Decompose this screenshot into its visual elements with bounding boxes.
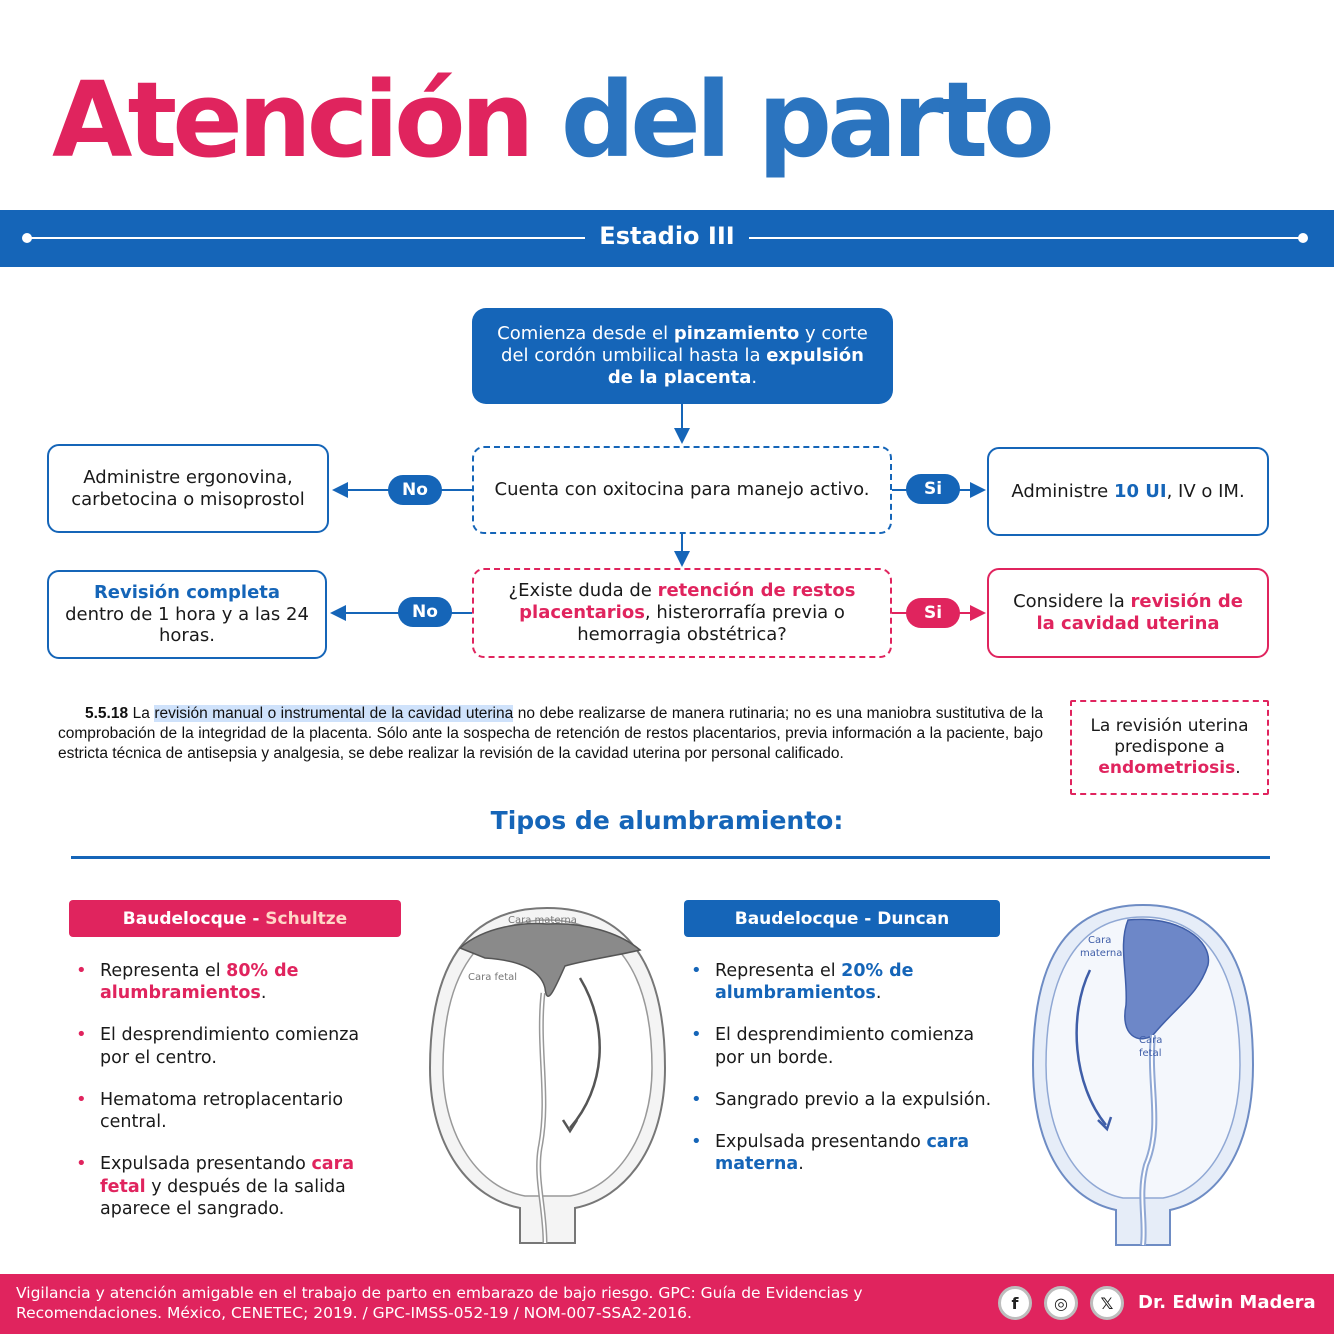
ergonovine-text: Administre ergonovina, carbetocina o misoprostol: [71, 466, 305, 510]
uterine-bold: revisión de la cavidad uterina: [1036, 591, 1243, 634]
duncan-maternal-label-2: materna: [1080, 948, 1123, 959]
gpc-citation: [58, 704, 1043, 764]
dose-bold: 10 UI: [1113, 480, 1167, 502]
author-name: Dr. Edwin Madera: [1138, 1292, 1316, 1313]
duncan-item: • El desprendimiento comienza por un borde.: [687, 1024, 1007, 1068]
start-bold-1: pinzamiento: [673, 323, 800, 345]
retention-question-box: [472, 568, 892, 658]
uterine-review-box: [987, 568, 1269, 658]
schultze-head-1: Baudelocque -: [122, 908, 260, 929]
title-part-2: del parto: [560, 59, 1050, 181]
instagram-icon[interactable]: ◎: [1044, 1286, 1078, 1320]
schultze-item: • Hematoma retroplacentario central.: [72, 1089, 392, 1133]
schultze-head-2: Schultze: [265, 908, 348, 929]
title-part-1: Atención: [52, 59, 530, 181]
uterine-text: Considere la: [1013, 591, 1131, 613]
start-text-3: .: [751, 366, 758, 388]
review-bold: Revisión completa: [93, 581, 281, 603]
duncan-uterus-illustration: [1028, 895, 1258, 1250]
start-text-2: y corte del cordón umbilical hasta la: [501, 323, 868, 367]
schultze-item: • El desprendimiento comienza por el centro.: [72, 1024, 392, 1068]
duncan-head: Baudelocque - Duncan: [734, 908, 950, 929]
start-text-1: Comienza desde el: [497, 323, 674, 345]
start-bold-2: expulsión de la placenta: [607, 345, 864, 388]
duncan-fetal-label-2: fetal: [1139, 1048, 1162, 1059]
q1-yes-pill: Si: [906, 474, 960, 504]
duncan-header: [684, 900, 1000, 937]
x-icon[interactable]: 𝕏: [1090, 1286, 1124, 1320]
endometriosis-note: [1070, 700, 1269, 795]
ergonovine-box: [47, 444, 329, 533]
footer: [0, 1274, 1334, 1334]
duncan-list: [687, 960, 1007, 1196]
retention-bold: retención de restos placentarios: [519, 580, 856, 624]
schultze-maternal-label: Cara materna: [508, 915, 577, 926]
gpc-text-1: La: [128, 705, 155, 722]
gpc-number: 5.5.18: [84, 705, 129, 722]
schultze-item: • Expulsada presentando cara fetal y después de la salida aparece el sangrado.: [72, 1153, 392, 1220]
dose-text-1: Administre: [1011, 480, 1114, 502]
schultze-fetal-label: Cara fetal: [468, 972, 518, 983]
duncan-fetal-label-1: Cara: [1139, 1035, 1163, 1046]
types-title: Tipos de alumbramiento:: [490, 806, 844, 835]
duncan-item: • Representa el 20% de alumbramientos.: [687, 960, 1007, 1004]
schultze-list: [72, 960, 392, 1240]
start-box: [472, 308, 893, 404]
duncan-item: • Expulsada presentando cara materna.: [687, 1131, 1007, 1175]
q2-yes-pill: Si: [906, 598, 960, 628]
complete-review-box: [47, 570, 327, 659]
schultze-header: [69, 900, 401, 937]
schultze-item: • Representa el 80% de alumbramientos.: [72, 960, 392, 1004]
facebook-icon[interactable]: f: [998, 1286, 1032, 1320]
oxytocin-question: Cuenta con oxitocina para manejo activo.: [494, 479, 870, 501]
note-text-2: .: [1235, 757, 1241, 778]
types-divider: [71, 856, 1270, 859]
footer-reference: Vigilancia y atención amigable en el trabajo de parto en embarazo de bajo riesgo. GPC: Guía de Evidencias y Recomendaciones. México, CENETEC; 2019. / GPC-IMSS-052-19 / NOM-007-SSA2-2016.: [16, 1284, 863, 1323]
oxytocin-dose-box: [987, 447, 1269, 536]
note-text-1: La revisión uterina predispone a: [1090, 716, 1249, 758]
retention-text-2: , histerorrafía previa o hemorragia obstétrica?: [577, 602, 845, 645]
dose-text-2: , IV o IM.: [1166, 480, 1245, 502]
duncan-item: • Sangrado previo a la expulsión.: [687, 1089, 1007, 1111]
gpc-highlight: revisión manual o instrumental de la cavidad uterina: [154, 705, 514, 722]
note-bold: endometriosis: [1098, 757, 1236, 778]
q2-no-pill: No: [398, 597, 452, 627]
q1-no-pill: No: [388, 475, 442, 505]
review-text: dentro de 1 hora y a las 24 horas.: [65, 603, 309, 647]
gpc-text-2: no debe realizarse de manera rutinaria; no es una maniobra sustitutiva de la comprobación de la integridad de la placenta. Sólo ante la sospecha de retención de restos placentarios, previa información a la paciente, bajo estricta técnica de antisepsia y analgesia, se debe realizar la revisión de la cavidad uterina por personal calificado.: [58, 705, 1043, 763]
stage-label: Estadio III: [585, 222, 748, 250]
duncan-maternal-label-1: Cara: [1088, 935, 1112, 946]
oxytocin-question-box: [472, 446, 892, 534]
schultze-uterus-illustration: [425, 898, 670, 1248]
retention-text-1: ¿Existe duda de: [508, 580, 658, 602]
